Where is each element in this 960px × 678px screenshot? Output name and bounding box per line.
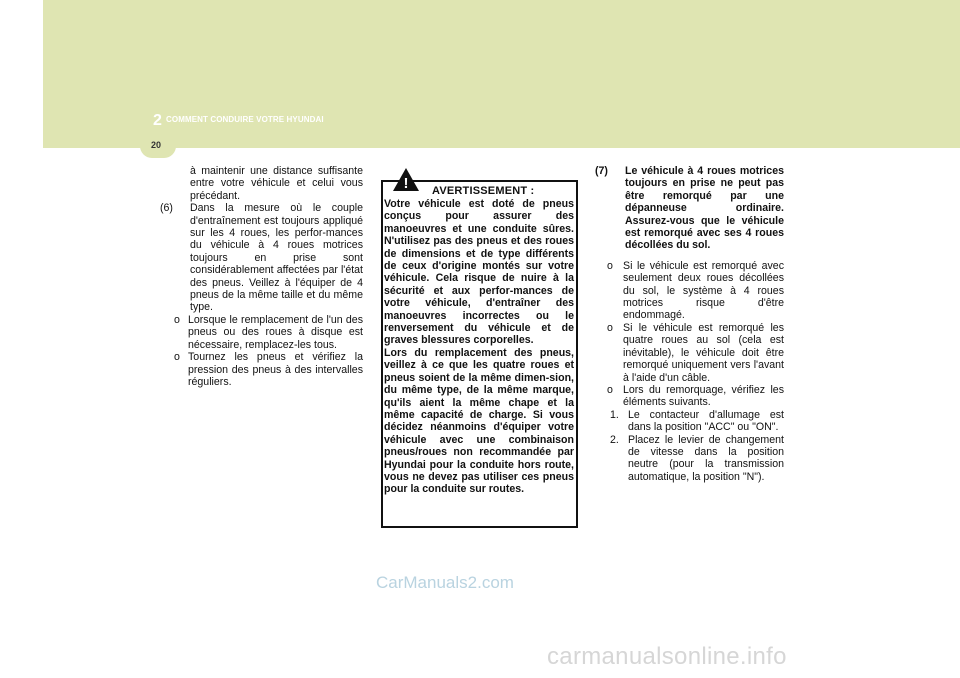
item-text: Le véhicule à 4 roues motrices toujours en prise ne peut pas être remorqué par une dépanneuse ordinaire. Assurez-vous que le véhicule est remorqué avec ses 4 roues décollées du sol.: [625, 165, 784, 252]
bullet-marker: o: [607, 383, 613, 396]
warning-title: AVERTISSEMENT :: [432, 185, 535, 197]
bullet-item: [160, 314, 363, 351]
chapter-number: 2: [153, 112, 162, 129]
bullet-marker: o: [607, 259, 613, 272]
bullet-item: [595, 384, 784, 409]
bullet-marker: o: [174, 313, 180, 326]
warning-text: [384, 198, 574, 496]
bullet-item: [595, 260, 784, 322]
header-band: [43, 0, 960, 148]
warning-paragraph: Votre véhicule est doté de pneus conçus pour assurer des manoeuvres et une conduite sûres. N'utilisez pas des pneus et des roues de dimensions et de type différents de ceux d'origine montés sur votre véhicule. Cela risque de nuire à la sécurité et aux perfor-mances de votre véhicule, d'entraîner des manoeuvres incorrectes ou le renversement du véhicule et de graves blessures corporelles.: [384, 198, 574, 347]
bullet-item: [595, 322, 784, 384]
warning-paragraph: Lors du remplacement des pneus, veillez à ce que les quatre roues et pneus soient de la même dimen-sion, du même type, de la même marque, qu'ils aient la même chape et la même capacité de charge. Si vous décidez néanmoins d'équiper votre véhicule avec une combinaison pneus/roues non recommandée par Hyundai pour la conduite hors route, vous ne devez pas utiliser ces pneus pour la conduite sur routes.: [384, 346, 574, 496]
warning-icon-glyph: !: [403, 175, 409, 192]
bullet-item: [160, 351, 363, 388]
sub-item-number: 2.: [610, 433, 619, 446]
item-number: (7): [595, 165, 608, 177]
chapter-title: COMMENT CONDUIRE VOTRE HYUNDAI: [166, 115, 324, 124]
bullet-text: Si le véhicule est remorqué avec seulement deux roues décollées du sol, le système à 4 roues motrices risque d'être endommagé.: [623, 259, 784, 322]
watermark-carmanualsonline: carmanualsonline.info: [547, 643, 787, 670]
sub-item-number: 1.: [610, 408, 619, 421]
sub-item-2: [595, 434, 784, 484]
bullet-marker: o: [607, 321, 613, 334]
bullet-text: Lors du remorquage, vérifiez les éléments suivants.: [623, 383, 784, 409]
bullet-marker: o: [174, 351, 180, 364]
bullet-text: Lorsque le remplacement de l'un des pneus ou des roues à disque est nécessaire, remplacez-les tous.: [188, 313, 363, 351]
sub-item-text: Le contacteur d'allumage est dans la position "ACC" ou "ON".: [628, 408, 784, 434]
item-number: (6): [160, 202, 173, 215]
right-column: [595, 165, 784, 483]
list-item-6: [160, 202, 363, 314]
bullet-text: Si le véhicule est remorqué les quatre roues au sol (cela est inévitable), le véhicule doit être remorqué uniquement vers l'avant à l'aide d'un câble.: [623, 321, 784, 384]
warning-triangle-icon: [392, 167, 420, 192]
sub-item-1: [595, 409, 784, 434]
bullet-text: Tournez les pneus et vérifiez la pression des pneus à des intervalles réguliers.: [188, 351, 363, 388]
left-column: [160, 165, 363, 388]
list-item-7: [595, 165, 784, 252]
watermark-carmanuals2: CarManuals2.com: [376, 573, 514, 592]
page-number: 20: [151, 140, 162, 150]
item-text: Dans la mesure où le couple d'entraînement est toujours appliqué sur les 4 roues, les perfor-mances du véhicule à 4 roues motrices toujours en prise sont considérablement affectées par l'état des pneus. Veillez à l'équiper de 4 pneus de la même taille et du même type.: [190, 202, 363, 314]
sub-item-text: Placez le levier de changement de vitesse dans la position neutre (pour la transmission automatique, la position "N").: [628, 433, 784, 483]
continued-text: à maintenir une distance suffisante entre votre véhicule et celui vous précédant.: [190, 165, 363, 202]
